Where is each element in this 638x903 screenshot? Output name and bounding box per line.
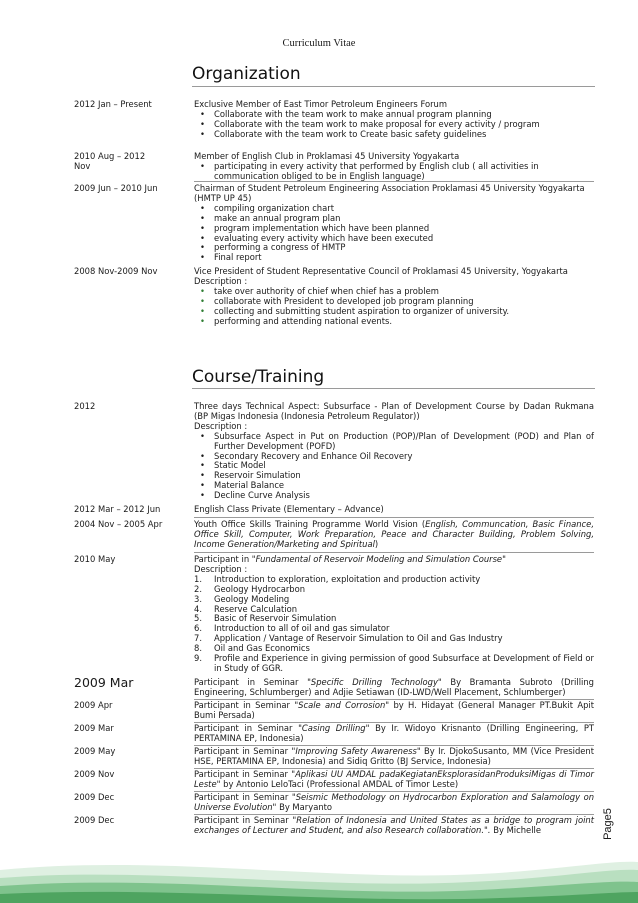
document-header: Curriculum Vitae bbox=[282, 38, 356, 49]
bullet-item: • Reservoir Simulation bbox=[194, 471, 594, 481]
entry-topic: "Fundamental of Reservoir Modeling and Simulation Course" bbox=[251, 554, 506, 564]
bullet-item: • Secondary Recovery and Enhance Oil Recovery bbox=[194, 452, 594, 462]
entry-date: 2004 Nov – 2005 Apr bbox=[74, 519, 163, 529]
bullet-item: • Material Balance bbox=[194, 481, 594, 491]
entry-date: 2009 Jun – 2010 Jun bbox=[74, 183, 158, 193]
bullet-item: • collecting and submitting student aspiration to organizer of university. bbox=[194, 307, 594, 317]
seminar-title: "Casing Drilling" bbox=[298, 723, 370, 733]
entry-text-end: ) bbox=[374, 538, 379, 549]
entry-date: 2009 May bbox=[74, 746, 116, 756]
section-rule bbox=[192, 388, 595, 389]
entry-date: 2009 Mar bbox=[74, 675, 134, 690]
entry-title: Exclusive Member of East Timor Petroleum Engineers Forum bbox=[194, 99, 448, 109]
entry-text: Participant in Seminar bbox=[194, 769, 292, 779]
seminar-title: "Aplikasi UU AMDAL padaKegiatanEksplorasidanProduksiMigas di Timor Leste" bbox=[194, 769, 594, 789]
numbered-item: 8. Oil and Gas Economics bbox=[194, 643, 310, 654]
entry-date: 2009 Nov bbox=[74, 769, 115, 779]
entry-speaker: By Maryanto bbox=[276, 801, 333, 812]
section-rule bbox=[192, 86, 595, 87]
bullet-item: • make an annual program plan bbox=[194, 214, 594, 224]
entry-date: 2009 Dec bbox=[74, 792, 115, 802]
description-label: Description : bbox=[194, 275, 248, 286]
entry-text: Participant in Seminar bbox=[194, 815, 293, 825]
bullet-item: • Collaborate with the team work to make annual program planning bbox=[194, 110, 594, 120]
entry-title: Member of English Club in Proklamasi 45 University Yogyakarta bbox=[194, 151, 460, 161]
bullet-item: • take over authority of chief when chief has a problem bbox=[194, 287, 594, 297]
bullet-item: • performing and attending national events. bbox=[194, 317, 594, 327]
entry-date: 2010 Aug – 2012 Nov bbox=[74, 151, 146, 171]
seminar-title: "Improving Safety Awareness" bbox=[291, 746, 421, 756]
entry-date: 2008 Nov-2009 Nov bbox=[74, 266, 158, 276]
entry-text: Participant in Seminar bbox=[194, 792, 292, 802]
numbered-item: 2. Geology Hydrocarbon bbox=[194, 583, 306, 594]
entry-date: 2012 bbox=[74, 401, 96, 411]
entry-speaker: by Antonio LeloTaci (Professional AMDAL of Timor Leste) bbox=[220, 778, 459, 789]
entry-text: Three days Technical Aspect: Subsurface - Plan of Development Course by Dadan Rukmana (BP Migas Indonesia (Indonesia Petroleum Regulator)) bbox=[194, 401, 594, 421]
entry-speaker: By Ir. Widoyo Krisnanto (Drilling Engineering, PT PERTAMINA EP, Indonesia) bbox=[194, 723, 594, 743]
numbered-item: 9. Profile and Experience in giving permission of good Subsurface at Development of Field or in Study of GGR. bbox=[194, 653, 594, 673]
page-number-label: Page5 bbox=[601, 808, 614, 840]
bullet-item: • Subsurface Aspect in Put on Production (POP)/Plan of Development (POD) and Plan of Further Development (POFD) bbox=[194, 432, 594, 452]
bullet-item: • evaluating every activity which have been executed bbox=[194, 234, 594, 244]
description-label: Description : bbox=[194, 563, 248, 574]
bullet-item: • Collaborate with the team work to make proposal for every activity / program bbox=[194, 120, 594, 130]
bullet-item: • Collaborate with the team work to Create basic safety guidelines bbox=[194, 130, 594, 140]
entry-date: 2009 Mar bbox=[74, 723, 114, 733]
bullet-item: • compiling organization chart bbox=[194, 204, 594, 214]
entry-date: 2012 Jan – Present bbox=[74, 99, 152, 109]
bullet-item: • collaborate with President to developed job program planning bbox=[194, 297, 594, 307]
entry-text: Participant in Seminar bbox=[194, 677, 308, 687]
entry-date: 2009 Apr bbox=[74, 700, 113, 710]
section-title-course-training: Course/Training bbox=[192, 367, 325, 387]
entry-topics: English, Communcation, Basic Finance, Office Skill, Computer, Work Preparation, Peace and Character Building, Problem Solving, Income Generation/Marketing and Spiritual bbox=[194, 519, 594, 549]
bullet-item: • program implementation which have been planned bbox=[194, 224, 594, 234]
entry-date: 2012 Mar – 2012 Jun bbox=[74, 504, 161, 514]
seminar-title: "Seismic Methodology on Hydrocarbon Exploration and Salamology on Universe Evolution" bbox=[194, 792, 594, 812]
section-title-organization: Organization bbox=[192, 64, 301, 84]
description-label: Description : bbox=[194, 420, 248, 431]
bullet-item: • Final report bbox=[194, 253, 594, 263]
entry-text: Participant in bbox=[194, 554, 252, 564]
numbered-item: 3. Geology Modeling bbox=[194, 593, 290, 604]
entry-text: English Class Private (Elementary – Advance) bbox=[194, 504, 384, 514]
entry-title: Vice President of Student Representative Council of Proklamasi 45 University, Yogyakarta bbox=[194, 266, 568, 276]
numbered-item: 4. Reserve Calculation bbox=[194, 603, 298, 614]
entry-speaker: By Ir. DjokoSusanto, MM (Vice President HSE, PERTAMINA EP, Indonesia) and Sidiq Gritto (BJ Service, Indonesia) bbox=[194, 746, 595, 766]
page-number bbox=[602, 800, 626, 850]
entry-title: Chairman of Student Petroleum Engineering Association Proklamasi 45 University Yogyakarta (HMTP UP 45) bbox=[194, 183, 585, 203]
bullet-item: • Static Model bbox=[194, 461, 594, 471]
entry-speaker: by H. Hidayat (General Manager PT.Bukit Apit Bumi Persada) bbox=[194, 700, 594, 720]
seminar-title: "Scale and Corrosion" bbox=[294, 700, 390, 710]
entry-date: 2010 May bbox=[74, 554, 116, 564]
bullet-item: • participating in every activity that performed by English club ( all activities in communication obliged to be in English language) bbox=[194, 162, 594, 182]
numbered-item: 5. Basic of Reservoir Simulation bbox=[194, 613, 337, 624]
entry-speaker: By Bramanta Subroto (Drilling Engineering, Schlumberger) and Adjie Setiawan (ID-LWD/Well Placement, Schlumberger) bbox=[194, 677, 594, 697]
seminar-title: "Specific Drilling Technology" bbox=[307, 677, 442, 687]
bullet-item: • performing a congress of HMTP bbox=[194, 243, 594, 253]
entry-text: Youth Office Skills Training Programme World Vision ( bbox=[194, 519, 426, 529]
entry-date: 2009 Dec bbox=[74, 815, 115, 825]
entry-speaker: By Michelle bbox=[490, 824, 541, 835]
footer-wave-decoration bbox=[0, 852, 638, 903]
numbered-item: 7. Application / Vantage of Reservoir Simulation to Oil and Gas Industry bbox=[194, 633, 503, 644]
entry-text: Participant in Seminar bbox=[194, 746, 292, 756]
entry-text: Participant in Seminar bbox=[194, 700, 295, 710]
seminar-title: "Relation of Indonesia and United States as a bridge to program joint exchanges of Lecturer and Student, and also Research collaboration.". bbox=[194, 815, 594, 835]
numbered-item: 1. Introduction to exploration, exploitation and production activity bbox=[194, 573, 481, 584]
numbered-item: 6. Introduction to all of oil and gas simulator bbox=[194, 623, 390, 634]
entry-text: Participant in Seminar bbox=[194, 723, 299, 733]
bullet-item: • Decline Curve Analysis bbox=[194, 491, 594, 501]
